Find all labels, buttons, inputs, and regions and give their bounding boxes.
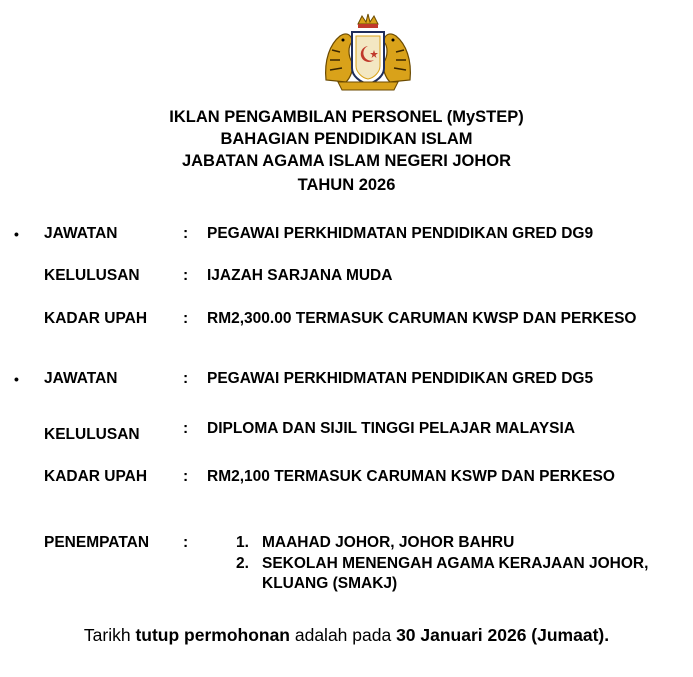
footer-text: Tarikh xyxy=(83,625,136,645)
kelulusan-value: IJAZAH SARJANA MUDA xyxy=(207,267,393,284)
separator: : xyxy=(183,310,189,327)
kelulusan-label: KELULUSAN xyxy=(44,426,140,443)
separator: : xyxy=(183,225,189,242)
header-line-2: BAHAGIAN PENDIDIKAN ISLAM xyxy=(220,130,473,148)
bullet-icon: • xyxy=(14,371,19,387)
jawatan-value: PEGAWAI PERKHIDMATAN PENDIDIKAN GRED DG9 xyxy=(207,225,594,242)
penempatan-label: PENEMPATAN xyxy=(44,534,150,551)
header-line-3: JABATAN AGAMA ISLAM NEGERI JOHOR xyxy=(181,152,512,170)
list-item: SEKOLAH MENENGAH AGAMA KERAJAAN JOHOR, xyxy=(262,555,649,572)
list-item-continuation: KLUANG (SMAKJ) xyxy=(262,575,398,592)
closing-date-notice xyxy=(0,625,693,646)
jawatan-label: JAWATAN xyxy=(44,225,118,242)
kadar-upah-value: RM2,100 TERMASUK CARUMAN KSWP DAN PERKESO xyxy=(207,468,615,485)
list-item-number: 1. xyxy=(236,534,249,551)
separator: : xyxy=(183,267,189,284)
johor-coat-of-arms-icon xyxy=(318,10,418,92)
footer-text: adalah pada xyxy=(290,625,397,645)
closing-date: 30 Januari 2026 (Jumaat). xyxy=(396,625,610,645)
separator: : xyxy=(183,370,189,387)
separator: : xyxy=(183,420,189,437)
jawatan-label: JAWATAN xyxy=(44,370,118,387)
list-item: MAAHAD JOHOR, JOHOR BAHRU xyxy=(262,534,515,551)
footer-emphasis: tutup permohonan xyxy=(135,625,290,645)
jawatan-value: PEGAWAI PERKHIDMATAN PENDIDIKAN GRED DG5 xyxy=(207,370,594,387)
separator: : xyxy=(183,468,189,485)
list-item-number: 2. xyxy=(236,555,249,572)
kadar-upah-label: KADAR UPAH xyxy=(44,310,148,327)
header-line-4: TAHUN 2026 xyxy=(297,176,396,194)
kelulusan-value: DIPLOMA DAN SIJIL TINGGI PELAJAR MALAYSIA xyxy=(207,420,576,437)
kadar-upah-label: KADAR UPAH xyxy=(44,468,148,485)
header-line-1: IKLAN PENGAMBILAN PERSONEL (MySTEP) xyxy=(169,108,524,126)
bullet-icon: • xyxy=(14,226,19,242)
kelulusan-label: KELULUSAN xyxy=(44,267,140,284)
kadar-upah-value: RM2,300.00 TERMASUK CARUMAN KWSP DAN PERKESO xyxy=(207,310,637,327)
separator: : xyxy=(183,534,189,551)
